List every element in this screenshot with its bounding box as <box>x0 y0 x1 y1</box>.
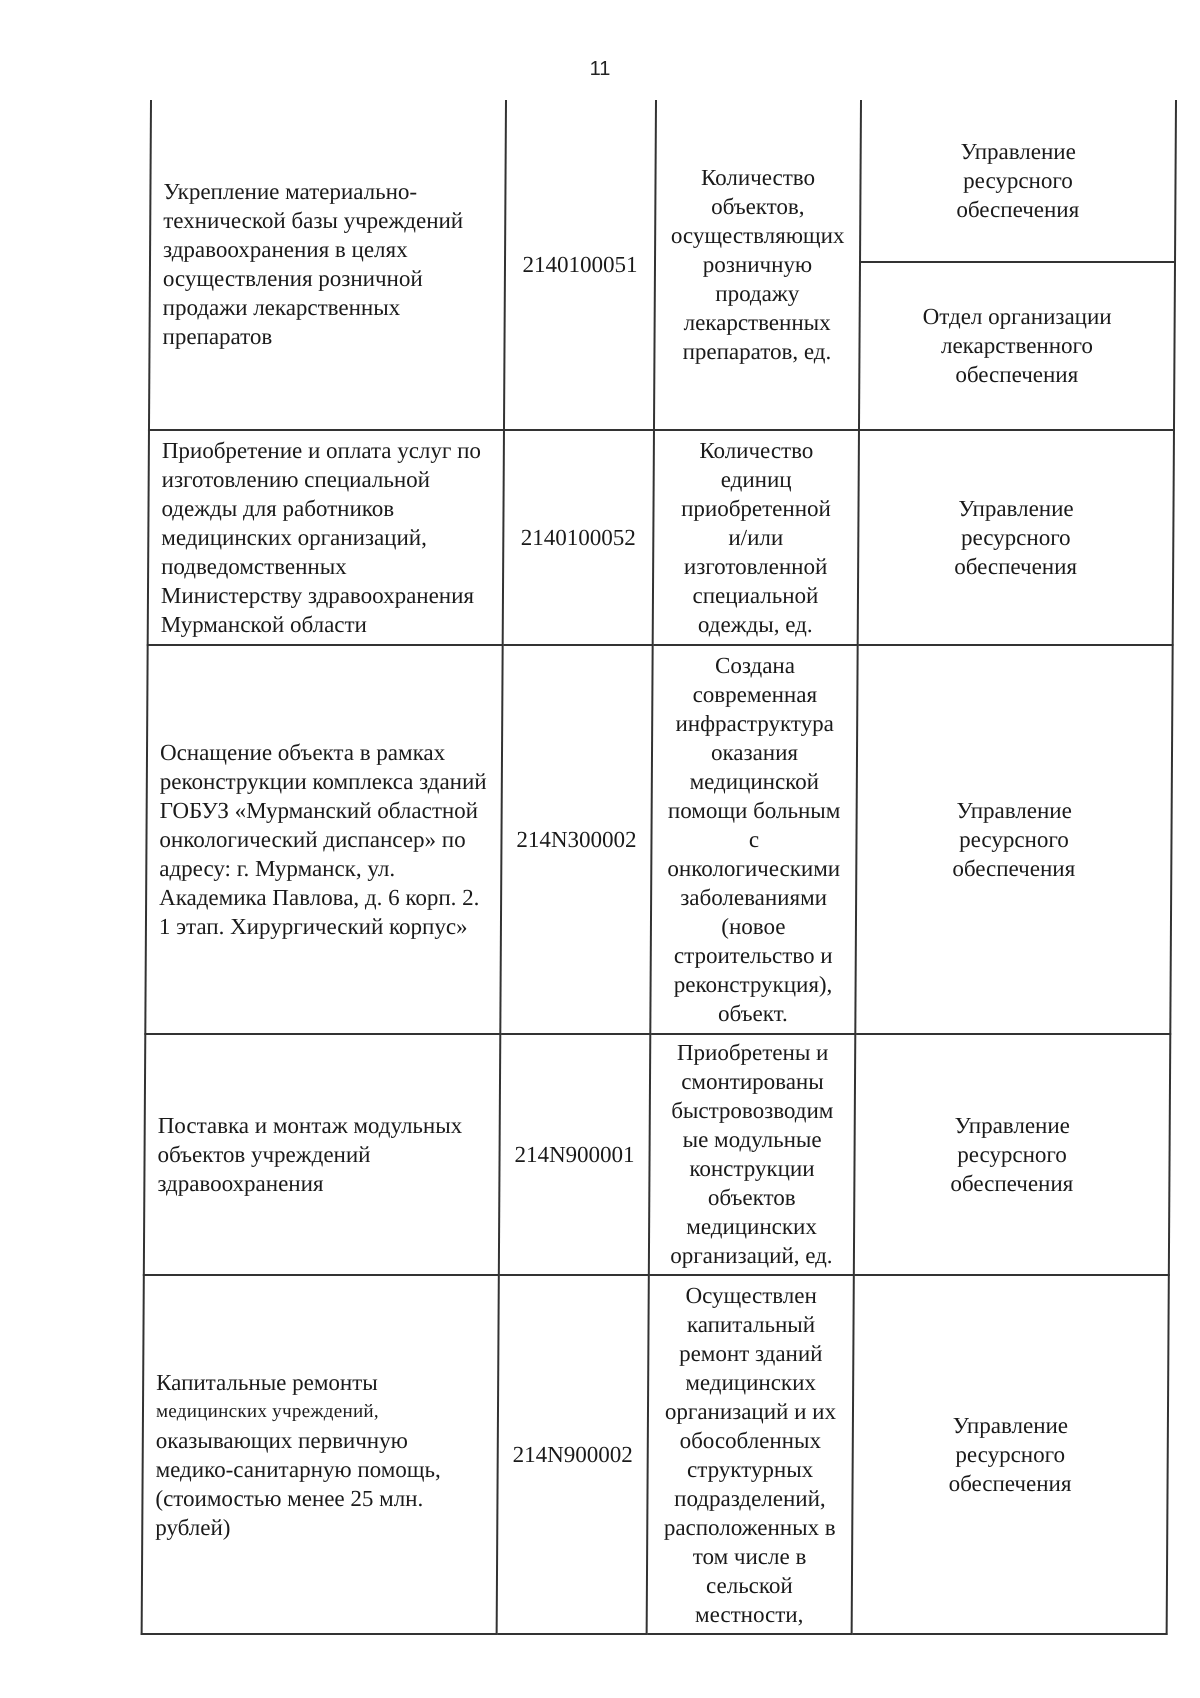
responsible-cell <box>852 1275 1169 1634</box>
cell-line: обеспечения <box>952 856 1076 882</box>
cell-line: оказания <box>710 740 799 766</box>
cell-line: инфраструктура <box>675 711 834 737</box>
cell-line: одежды, ед. <box>697 611 813 637</box>
cell-line: объектов, <box>711 193 805 219</box>
indicator-cell <box>654 100 861 430</box>
cell-line: препаратов, ед. <box>682 338 832 364</box>
cell-line: лекарственных <box>683 309 831 335</box>
cell-line: капитальный <box>686 1311 816 1337</box>
cell-line: ресурсного <box>955 1442 1066 1468</box>
budget-code-cell: 2140100051 <box>504 100 656 430</box>
cell-line: и/или <box>728 524 784 550</box>
cell-line: том числе в <box>692 1543 807 1569</box>
cell-line: приобретенной <box>681 495 831 521</box>
program-activities-table <box>141 100 1177 1635</box>
table-row <box>144 1034 1170 1275</box>
cell-line: ресурсного <box>960 524 1071 550</box>
cell-line: Министерству здравоохранения <box>160 582 475 608</box>
cell-line: помощи больным <box>667 798 841 824</box>
cell-line: изготовленной <box>683 553 828 579</box>
cell-line: Количество <box>700 164 816 190</box>
indicator-cell <box>653 430 859 646</box>
cell-line: Создана <box>714 653 796 679</box>
cell-line: онкологический диспансер» по <box>159 827 466 853</box>
cell-line: смонтированы <box>681 1069 824 1095</box>
activity-name-cell <box>144 1034 500 1275</box>
cell-line: расположенных в <box>663 1514 836 1540</box>
budget-code-cell: 2140100052 <box>503 430 654 646</box>
cell-line: сельской <box>705 1572 793 1598</box>
cell-line: онкологическими <box>667 856 841 882</box>
cell-line: адресу: г. Мурманск, ул. <box>159 856 396 882</box>
cell-line: подведомственных <box>161 553 347 579</box>
cell-line: продажу <box>715 280 800 306</box>
table-row <box>142 1275 1169 1634</box>
cell-line: объектов <box>707 1185 796 1211</box>
cell-line: медико-санитарную помощь, <box>155 1456 441 1482</box>
table-row <box>150 100 1176 262</box>
cell-line: Оснащение объекта в рамках <box>159 740 446 766</box>
cell-line: продажи лекарственных <box>162 295 401 321</box>
cell-line: подразделений, <box>674 1485 826 1511</box>
responsible-cell <box>855 645 1172 1033</box>
indicator-cell <box>647 1275 854 1634</box>
cell-line: ые модульные <box>682 1127 822 1153</box>
cell-line: Управление <box>956 798 1072 824</box>
cell-line: конструкции <box>689 1156 815 1182</box>
cell-line: Мурманской области <box>160 611 367 637</box>
cell-line: рублей) <box>155 1514 231 1540</box>
cell-line: ремонт зданий <box>679 1340 823 1366</box>
cell-line: объект. <box>717 1001 788 1027</box>
cell-line: Академика Павлова, д. 6 корп. 2. <box>159 885 480 911</box>
cell-line: здравоохранения <box>157 1170 324 1196</box>
cell-line: реконструкции комплекса зданий <box>159 769 487 795</box>
cell-line: ресурсного <box>957 1141 1067 1167</box>
cell-line: изготовлению специальной <box>161 466 431 492</box>
cell-line: обособленных <box>679 1427 822 1453</box>
cell-line: Поставка и монтаж модульных <box>157 1112 463 1138</box>
budget-code-cell: 214N900001 <box>499 1034 650 1275</box>
cell-line: организаций и их <box>664 1398 837 1424</box>
cell-line: обеспечения <box>950 1170 1074 1196</box>
cell-line: быстровозводим <box>671 1098 834 1124</box>
cell-line: местности, <box>695 1601 804 1627</box>
cell-line: Количество <box>699 437 814 463</box>
responsible-cell <box>854 1034 1170 1275</box>
cell-line: медицинских <box>685 1369 817 1395</box>
cell-line: одежды для работников <box>161 495 395 521</box>
activity-name-cell <box>145 645 502 1033</box>
cell-line: технической базы учреждений <box>163 208 464 234</box>
responsible-cell <box>858 430 1174 646</box>
cell-line: (стоимостью менее 25 млн. <box>155 1485 424 1511</box>
cell-line: ГОБУЗ «Мурманский областной <box>159 798 479 824</box>
cell-line: обеспечения <box>948 1471 1072 1497</box>
cell-line: организаций, ед. <box>670 1243 833 1269</box>
budget-code-cell: 214N300002 <box>500 645 652 1033</box>
table-row <box>148 430 1174 646</box>
cell-line: Укрепление материально- <box>163 179 418 205</box>
cell-line: (новое <box>721 914 786 940</box>
page-number: 11 <box>589 58 611 80</box>
cell-line: 1 этап. Хирургический корпус» <box>158 914 468 940</box>
cell-line: современная <box>692 682 818 708</box>
cell-line: лекарственного <box>940 333 1094 359</box>
cell-line: Управление <box>958 495 1074 521</box>
cell-line: медицинских организаций, <box>161 524 427 550</box>
cell-line: медицинской <box>689 769 820 795</box>
indicator-cell <box>649 1034 855 1275</box>
cell-line: препаратов <box>162 324 273 350</box>
cell-line: реконструкция), <box>673 972 833 998</box>
cell-line: с <box>748 827 760 853</box>
cell-line: здравоохранения в целях <box>163 237 408 263</box>
cell-line: Управление <box>954 1112 1070 1138</box>
table-row <box>145 645 1172 1033</box>
activity-name-cell <box>149 100 506 430</box>
cell-line: Приобретение и оплата услуг по <box>161 437 482 463</box>
cell-line: оказывающих первичную <box>155 1427 408 1453</box>
cell-line: осуществляющих <box>670 222 845 248</box>
cell-line: структурных <box>686 1456 814 1482</box>
cell-line: объектов учреждений <box>157 1141 371 1167</box>
cell-line: строительство и <box>673 943 833 969</box>
table-body <box>142 100 1176 1634</box>
cell-line: специальной <box>692 582 819 608</box>
cell-line: медицинских учреждений, <box>155 1400 380 1422</box>
cell-line: ресурсного <box>959 827 1069 853</box>
budget-code-cell: 214N900002 <box>497 1275 649 1634</box>
cell-line: Капитальные ремонты <box>156 1369 378 1395</box>
cell-line: заболеваниями <box>680 885 828 911</box>
cell-line: медицинских <box>686 1214 817 1240</box>
responsible-cell <box>860 100 1176 262</box>
cell-line: Отдел организации <box>922 304 1112 330</box>
activity-name-cell <box>142 1275 499 1634</box>
cell-line: обеспечения <box>955 362 1079 388</box>
indicator-cell <box>650 645 857 1033</box>
responsible-cell <box>859 262 1175 429</box>
document-sheet <box>141 100 1175 1635</box>
cell-line: розничную <box>702 251 813 277</box>
cell-line: ресурсного <box>963 168 1073 194</box>
cell-line: Управление <box>960 139 1076 165</box>
cell-line: единиц <box>720 466 792 492</box>
cell-line: обеспечения <box>956 197 1080 223</box>
cell-line: обеспечения <box>954 553 1078 579</box>
activity-name-cell <box>148 430 504 646</box>
cell-line: осуществления розничной <box>162 266 423 292</box>
cell-line: Осуществлен <box>685 1282 817 1308</box>
cell-line: Приобретены и <box>676 1040 829 1066</box>
cell-line: Управление <box>952 1413 1069 1439</box>
